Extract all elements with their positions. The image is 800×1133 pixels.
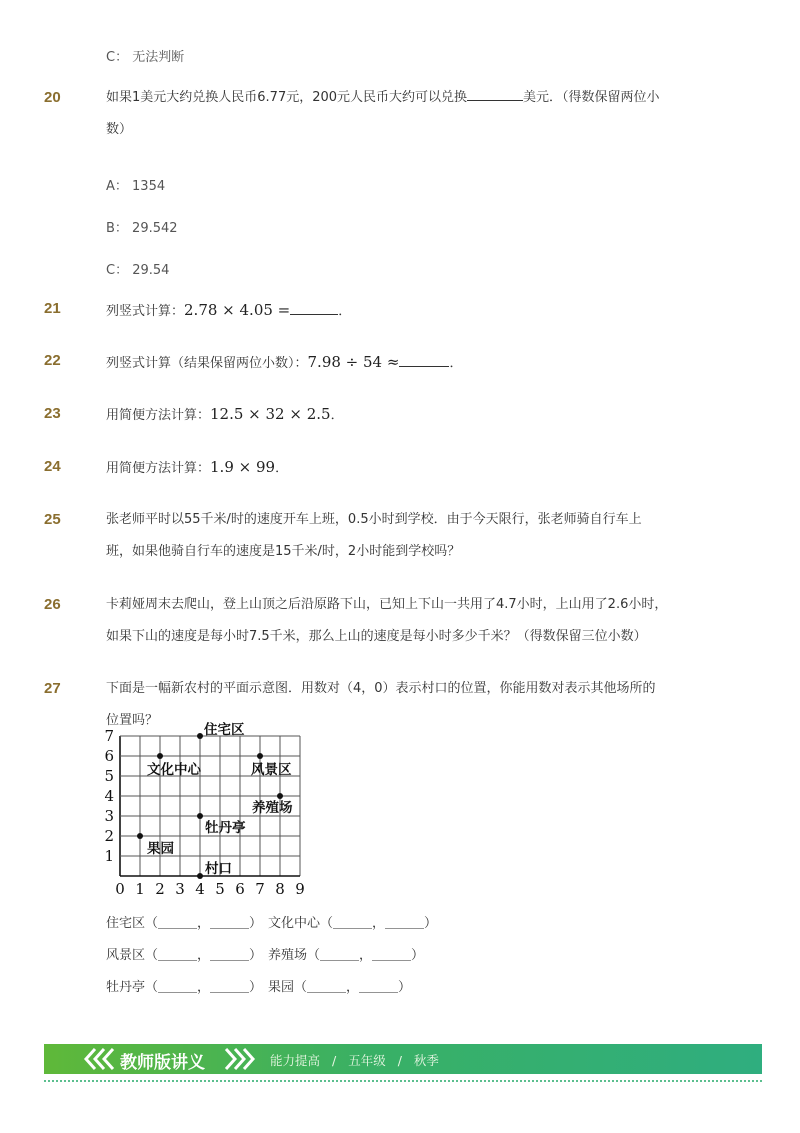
place-label: 村口	[205, 861, 232, 877]
place-dot	[137, 833, 143, 839]
q19-option-c: C： 无法判断	[106, 50, 185, 65]
place-label: 住宅区	[204, 722, 245, 738]
q21-prefix: 列竖式计算：	[106, 304, 185, 319]
y-tick-label: 3	[104, 807, 114, 825]
y-tick-label: 4	[104, 787, 114, 805]
footer-item-season: 秋季	[413, 1053, 439, 1068]
question-23-text	[106, 398, 726, 432]
place-dot	[257, 753, 263, 759]
q20-option-a: A： 1354	[106, 179, 166, 194]
question-22-text	[106, 346, 726, 380]
q20-option-b: B： 29.542	[106, 221, 178, 236]
answer-residential[interactable]: 住宅区（＿＿＿，＿＿＿）	[106, 916, 263, 931]
question-number-24: 24	[44, 458, 61, 475]
y-tick-label: 2	[104, 827, 114, 845]
place-label: 文化中心	[147, 762, 201, 778]
village-grid-map	[100, 722, 315, 904]
q27-line2: 位置吗？	[106, 713, 159, 728]
x-tick-label: 0	[115, 880, 125, 898]
place-dot	[157, 753, 163, 759]
q22-expression: 7.98 ÷ 54 ≈	[307, 353, 400, 371]
y-tick-label: 5	[104, 767, 114, 785]
answer-blank[interactable]	[399, 352, 449, 367]
question-25-text	[106, 504, 726, 568]
x-tick-label: 5	[215, 880, 225, 898]
answer-scenic-area[interactable]: 风景区（＿＿＿，＿＿＿）	[106, 948, 263, 963]
place-dot	[197, 733, 203, 739]
q23-prefix: 用简便方法计算：	[106, 408, 211, 423]
question-21-text	[106, 294, 726, 328]
answer-peony-pavilion[interactable]: 牡丹亭（＿＿＿，＿＿＿）	[106, 980, 263, 995]
x-tick-label: 9	[295, 880, 305, 898]
footer-banner	[44, 1044, 762, 1074]
x-tick-label: 3	[175, 880, 185, 898]
right-chevrons-icon	[220, 1047, 260, 1071]
q21-expression: 2.78 × 4.05 =	[184, 301, 291, 319]
question-number-25: 25	[44, 511, 61, 528]
footer-separator: /	[397, 1053, 402, 1068]
q20-text-part2: 美元．（得数保留两位小	[523, 90, 660, 105]
answer-blank[interactable]	[290, 300, 338, 315]
place-label: 果园	[147, 841, 174, 857]
footer-title: 教师版讲义	[120, 1053, 205, 1073]
q27-line1: 下面是一幅新农村的平面示意图．用数对（4，0）表示村口的位置，你能用数对表示其他场所的	[106, 681, 656, 696]
y-tick-label: 1	[104, 847, 114, 865]
q25-line1: 张老师平时以55千米/时的速度开车上班，0.5小时到学校．由于今天限行，张老师骑自行车上	[106, 512, 642, 527]
place-label: 风景区	[251, 762, 292, 778]
question-number-26: 26	[44, 596, 61, 613]
x-tick-label: 7	[255, 880, 265, 898]
place-label: 养殖场	[252, 800, 293, 816]
answer-orchard[interactable]: 果园（＿＿＿，＿＿＿）	[268, 980, 412, 995]
footer-meta	[270, 1051, 439, 1069]
q20-text-line2: 数）	[106, 122, 133, 137]
place-dot	[197, 813, 203, 819]
q22-prefix: 列竖式计算（结果保留两位小数）：	[106, 356, 308, 371]
q20-text-part1: 如果1美元大约兑换人民币6.77元，200元人民币大约可以兑换	[106, 90, 468, 105]
q25-line2: 班，如果他骑自行车的速度是15千米/时，2小时能到学校吗？	[106, 544, 461, 559]
footer-dotted-line	[44, 1080, 762, 1082]
question-number-23: 23	[44, 405, 61, 422]
answer-blank[interactable]	[467, 86, 523, 101]
footer-separator: /	[332, 1053, 337, 1068]
q24-suffix: ．	[275, 461, 289, 476]
q21-suffix: ．	[338, 304, 352, 319]
q26-line2: 如果下山的速度是每小时7.5千米，那么上山的速度是每小时多少千米？（得数保留三位小数）	[106, 629, 647, 644]
footer-item-level: 能力提高	[270, 1053, 321, 1068]
question-number-21: 21	[44, 300, 61, 317]
q26-line1: 卡莉娅周末去爬山，登上山顶之后沿原路下山，已知上下山一共用了4.7小时，上山用了2.6小时，	[106, 597, 668, 612]
question-27-text	[106, 673, 726, 737]
q20-option-c: C： 29.54	[106, 263, 170, 278]
y-tick-label: 6	[104, 747, 114, 765]
place-dot	[197, 873, 203, 879]
question-number-20: 20	[44, 89, 61, 106]
question-number-27: 27	[44, 680, 61, 697]
y-tick-label: 7	[104, 727, 114, 745]
x-tick-label: 8	[275, 880, 285, 898]
q23-expression: 12.5 × 32 × 2.5	[210, 405, 331, 423]
q22-suffix: ．	[449, 356, 463, 371]
place-label: 牡丹亭	[205, 820, 246, 836]
x-tick-label: 4	[195, 880, 205, 898]
x-tick-label: 6	[235, 880, 245, 898]
q24-expression: 1.9 × 99	[210, 458, 276, 476]
question-26-text	[106, 589, 726, 653]
question-24-text	[106, 451, 726, 485]
question-20-text	[106, 82, 726, 146]
answer-farm[interactable]: 养殖场（＿＿＿，＿＿＿）	[268, 948, 425, 963]
q24-prefix: 用简便方法计算：	[106, 461, 211, 476]
x-tick-label: 2	[155, 880, 165, 898]
place-dot	[277, 793, 283, 799]
x-tick-label: 1	[135, 880, 145, 898]
left-chevrons-icon	[82, 1047, 122, 1071]
footer-item-grade: 五年级	[348, 1053, 386, 1068]
question-number-22: 22	[44, 352, 61, 369]
q23-suffix: ．	[330, 408, 344, 423]
answer-culture-center[interactable]: 文化中心（＿＿＿，＿＿＿）	[268, 916, 438, 931]
